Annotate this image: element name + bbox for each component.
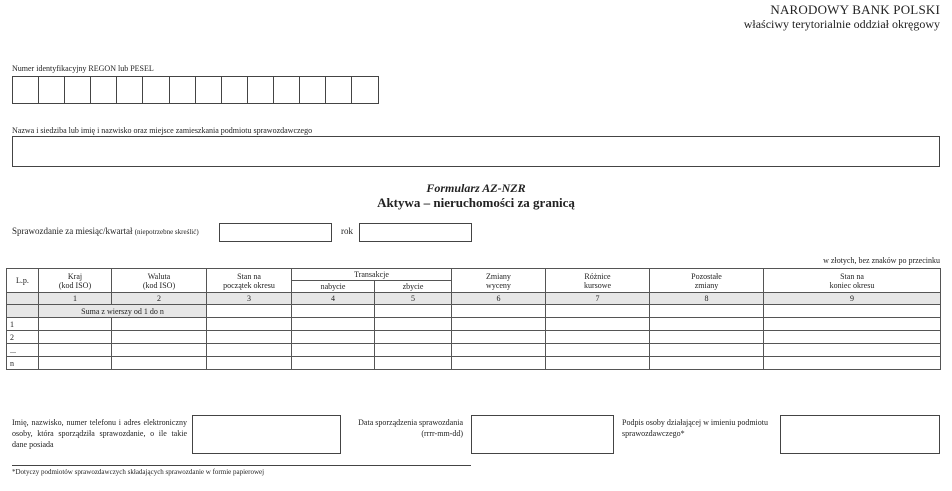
regon-cell[interactable] bbox=[196, 77, 222, 103]
table-cell[interactable] bbox=[546, 318, 650, 331]
column-number: 9 bbox=[764, 293, 941, 305]
preparer-field[interactable] bbox=[192, 415, 341, 454]
column-number: 6 bbox=[452, 293, 546, 305]
column-number: 4 bbox=[292, 293, 375, 305]
regon-cell[interactable] bbox=[352, 77, 378, 103]
form-subtitle: Aktywa – nieruchomości za granicą bbox=[377, 195, 575, 210]
table-cell[interactable] bbox=[292, 357, 375, 370]
header-valuation-line1: Zmiany bbox=[486, 271, 511, 281]
date-label-line2: (rrrr-mm-dd) bbox=[421, 429, 463, 438]
header-other-line1: Pozostałe bbox=[691, 271, 722, 281]
table-cell[interactable] bbox=[112, 344, 207, 357]
table-cell[interactable] bbox=[375, 357, 452, 370]
table-cell[interactable] bbox=[375, 318, 452, 331]
column-number: 1 bbox=[39, 293, 112, 305]
year-label: rok bbox=[341, 226, 353, 236]
table-cell[interactable] bbox=[452, 331, 546, 344]
header-acquisitions: nabycie bbox=[292, 281, 375, 293]
header-country bbox=[39, 269, 112, 293]
regon-cell[interactable] bbox=[326, 77, 352, 103]
table-row bbox=[7, 331, 941, 344]
row-label: ... bbox=[7, 344, 39, 357]
table-cell[interactable] bbox=[764, 331, 941, 344]
regon-cell[interactable] bbox=[39, 77, 65, 103]
signature-field[interactable] bbox=[780, 415, 940, 454]
period-label-note: (niepotrzebne skreślić) bbox=[134, 228, 199, 236]
table-cell[interactable] bbox=[292, 331, 375, 344]
table-row bbox=[7, 344, 941, 357]
table-cell[interactable] bbox=[207, 344, 292, 357]
table-cell[interactable] bbox=[452, 305, 546, 318]
header-opening-line1: Stan na bbox=[237, 271, 261, 281]
table-cell[interactable] bbox=[650, 357, 764, 370]
header-currency bbox=[112, 269, 207, 293]
regon-cell[interactable] bbox=[13, 77, 39, 103]
table-cell[interactable] bbox=[546, 357, 650, 370]
bank-name: NARODOWY BANK POLSKI bbox=[770, 2, 940, 17]
header-fx-line2: kursowe bbox=[583, 280, 612, 290]
regon-cell[interactable] bbox=[248, 77, 274, 103]
sum-lp-cell bbox=[7, 305, 39, 318]
header-fx-line1: Różnice bbox=[584, 271, 611, 281]
table-cell[interactable] bbox=[39, 344, 112, 357]
bank-header bbox=[744, 2, 940, 31]
assets-table bbox=[6, 268, 941, 370]
period-label bbox=[12, 226, 199, 236]
date-label-line1: Data sporządzenia sprawozdania bbox=[358, 418, 463, 427]
regon-cell[interactable] bbox=[143, 77, 169, 103]
regon-label: Numer identyfikacyjny REGON lub PESEL bbox=[12, 64, 154, 73]
table-cell[interactable] bbox=[650, 305, 764, 318]
period-field[interactable] bbox=[219, 223, 332, 242]
table-cell[interactable] bbox=[112, 318, 207, 331]
date-label bbox=[350, 417, 463, 439]
table-cell[interactable] bbox=[207, 318, 292, 331]
regon-input[interactable] bbox=[12, 76, 379, 104]
header-fx bbox=[546, 269, 650, 293]
table-cell[interactable] bbox=[112, 357, 207, 370]
column-number-blank bbox=[7, 293, 39, 305]
header-closing bbox=[764, 269, 941, 293]
header-closing-line1: Stan na bbox=[840, 271, 864, 281]
table-row bbox=[7, 318, 941, 331]
table-cell[interactable] bbox=[546, 331, 650, 344]
table-cell[interactable] bbox=[207, 305, 292, 318]
regon-cell[interactable] bbox=[222, 77, 248, 103]
branch-name: właściwy terytorialnie oddział okręgowy bbox=[743, 17, 940, 31]
table-cell[interactable] bbox=[292, 344, 375, 357]
period-label-text: Sprawozdanie za miesiąc/kwartał bbox=[12, 226, 133, 236]
regon-cell[interactable] bbox=[300, 77, 326, 103]
header-currency-line1: Waluta bbox=[147, 271, 171, 281]
table-cell[interactable] bbox=[112, 331, 207, 344]
header-transactions: Transakcje bbox=[292, 269, 452, 281]
table-row bbox=[7, 357, 941, 370]
table-cell[interactable] bbox=[39, 331, 112, 344]
table-cell[interactable] bbox=[39, 357, 112, 370]
table-cell[interactable] bbox=[207, 357, 292, 370]
header-opening bbox=[207, 269, 292, 293]
table-cell[interactable] bbox=[375, 344, 452, 357]
footnote: *Dotyczy podmiotów sprawozdawczych składających sprawozdanie w formie papierowej bbox=[12, 468, 265, 476]
regon-cell[interactable] bbox=[274, 77, 300, 103]
table-cell[interactable] bbox=[375, 305, 452, 318]
table-cell[interactable] bbox=[650, 331, 764, 344]
table-cell[interactable] bbox=[292, 318, 375, 331]
entity-name-field[interactable] bbox=[12, 136, 940, 167]
column-number: 2 bbox=[112, 293, 207, 305]
header-currency-line2: (kod ISO) bbox=[142, 280, 176, 290]
table-cell[interactable] bbox=[39, 318, 112, 331]
header-lp: L.p. bbox=[7, 269, 39, 293]
table-cell[interactable] bbox=[764, 318, 941, 331]
table-cell[interactable] bbox=[207, 331, 292, 344]
table-cell[interactable] bbox=[764, 344, 941, 357]
regon-cell[interactable] bbox=[170, 77, 196, 103]
entity-name-label: Nazwa i siedziba lub imię i nazwisko oraz miejsce zamieszkania podmiotu sprawozdawczego bbox=[12, 126, 313, 135]
column-number: 8 bbox=[650, 293, 764, 305]
table-cell[interactable] bbox=[546, 305, 650, 318]
header-other-line2: zmiany bbox=[694, 280, 719, 290]
table-cell[interactable] bbox=[650, 318, 764, 331]
table-cell[interactable] bbox=[452, 357, 546, 370]
table-cell[interactable] bbox=[546, 344, 650, 357]
table-cell[interactable] bbox=[452, 344, 546, 357]
regon-cell[interactable] bbox=[91, 77, 117, 103]
table-cell[interactable] bbox=[375, 331, 452, 344]
column-number: 7 bbox=[546, 293, 650, 305]
header-valuation-line2: wyceny bbox=[486, 280, 511, 290]
regon-cell[interactable] bbox=[65, 77, 91, 103]
header-other bbox=[650, 269, 764, 293]
date-field[interactable] bbox=[471, 415, 614, 454]
header-opening-line2: początek okresu bbox=[223, 280, 275, 290]
table-cell[interactable] bbox=[452, 318, 546, 331]
preparer-label: Imię, nazwisko, numer telefonu i adres elektroniczny osoby, która sporządziła sprawozdanie, o ile takie dane posiada bbox=[12, 418, 187, 449]
row-label: 2 bbox=[7, 331, 39, 344]
regon-cell[interactable] bbox=[117, 77, 143, 103]
column-number: 5 bbox=[375, 293, 452, 305]
signer-label: Podpis osoby działającej w imieniu podmiotu sprawozdawczego* bbox=[622, 418, 768, 438]
footnote-divider bbox=[12, 465, 471, 466]
row-label: 1 bbox=[7, 318, 39, 331]
form-title: Formularz AZ-NZR bbox=[426, 181, 526, 195]
table-cell[interactable] bbox=[650, 344, 764, 357]
header-valuation bbox=[452, 269, 546, 293]
header-country-line2: (kod ISO) bbox=[58, 280, 92, 290]
year-field[interactable] bbox=[359, 223, 472, 242]
header-disposals: zbycie bbox=[375, 281, 452, 293]
table-cell[interactable] bbox=[292, 305, 375, 318]
sum-label: Suma z wierszy od 1 do n bbox=[39, 305, 207, 318]
column-number: 3 bbox=[207, 293, 292, 305]
table-cell[interactable] bbox=[764, 305, 941, 318]
sum-row bbox=[7, 305, 941, 318]
row-label: n bbox=[7, 357, 39, 370]
units-note: w złotych, bez znaków po przecinku bbox=[823, 256, 940, 265]
table-cell[interactable] bbox=[764, 357, 941, 370]
header-closing-line2: koniec okresu bbox=[829, 280, 875, 290]
header-country-line1: Kraj bbox=[67, 271, 83, 281]
